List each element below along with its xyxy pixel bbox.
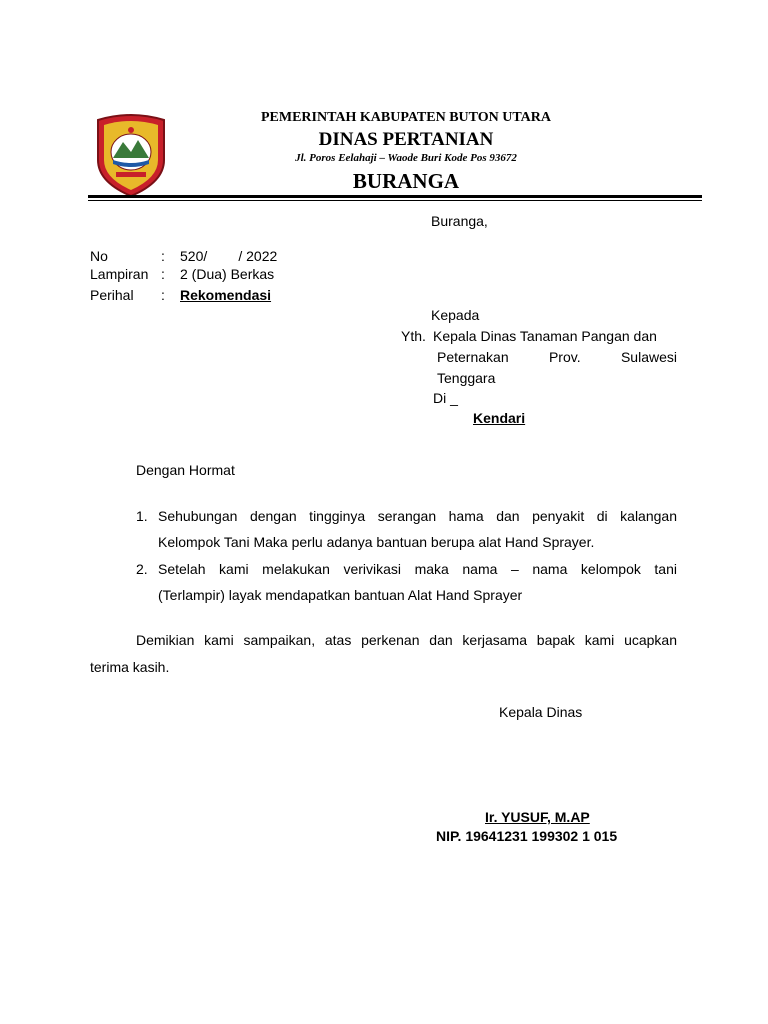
no-separator: : xyxy=(161,248,165,264)
addressee-line2: Peternakan Prov. Sulawesi xyxy=(437,349,677,365)
perihal-label: Perihal xyxy=(90,287,134,303)
signatory-name: Ir. YUSUF, M.AP xyxy=(485,809,590,825)
signatory-nip: NIP. 19641231 199302 1 015 xyxy=(436,828,618,844)
subject-value: Rekomendasi xyxy=(180,287,272,303)
addressee-city: Kendari xyxy=(473,410,526,426)
salutation: Dengan Hormat xyxy=(136,462,235,478)
item-number: 2. xyxy=(136,561,148,577)
addressee-di: Di _ xyxy=(433,390,458,406)
regency-crest-icon xyxy=(92,110,170,198)
addressee-yth: Yth. xyxy=(401,328,426,344)
item-text-line: (Terlampir) layak mendapatkan bantuan Alat Hand Sprayer xyxy=(158,587,523,603)
lampiran-label: Lampiran xyxy=(90,266,149,282)
perihal-separator: : xyxy=(161,287,165,303)
letterhead-city: BURANGA xyxy=(352,169,460,193)
letterhead-address: Jl. Poros Eelahaji – Waode Buri Kode Pos 93672 xyxy=(295,152,517,164)
addressee-kepada: Kepada xyxy=(431,307,480,323)
letter-number: 520/ / 2022 xyxy=(180,248,278,264)
no-label: No xyxy=(90,248,108,264)
item-number: 1. xyxy=(136,508,148,524)
place-date: Buranga, xyxy=(431,213,488,229)
lampiran-separator: : xyxy=(161,266,165,282)
signature-title: Kepala Dinas xyxy=(499,704,583,720)
letterhead-divider-thin xyxy=(88,200,702,201)
attachment-value: 2 (Dua) Berkas xyxy=(180,266,275,282)
letterhead-divider xyxy=(88,195,702,198)
addressee-line3: Tenggara xyxy=(437,370,496,386)
item-text-line: Kelompok Tani Maka perlu adanya bantuan berupa alat Hand Sprayer. xyxy=(158,534,595,550)
item-text-line: Setelah kami melakukan verivikasi maka nama – nama kelompok tani xyxy=(158,561,677,577)
addressee-line1: Kepala Dinas Tanaman Pangan dan xyxy=(433,328,657,344)
item-text-line: Sehubungan dengan tingginya serangan hama dan penyakit di kalangan xyxy=(158,508,677,524)
closing-line: Demikian kami sampaikan, atas perkenan dan kerjasama bapak kami ucapkan xyxy=(136,632,677,648)
letterhead-government: PEMERINTAH KABUPATEN BUTON UTARA xyxy=(260,110,551,125)
letterhead-agency: DINAS PERTANIAN xyxy=(318,129,494,150)
closing-line: terima kasih. xyxy=(90,659,170,675)
